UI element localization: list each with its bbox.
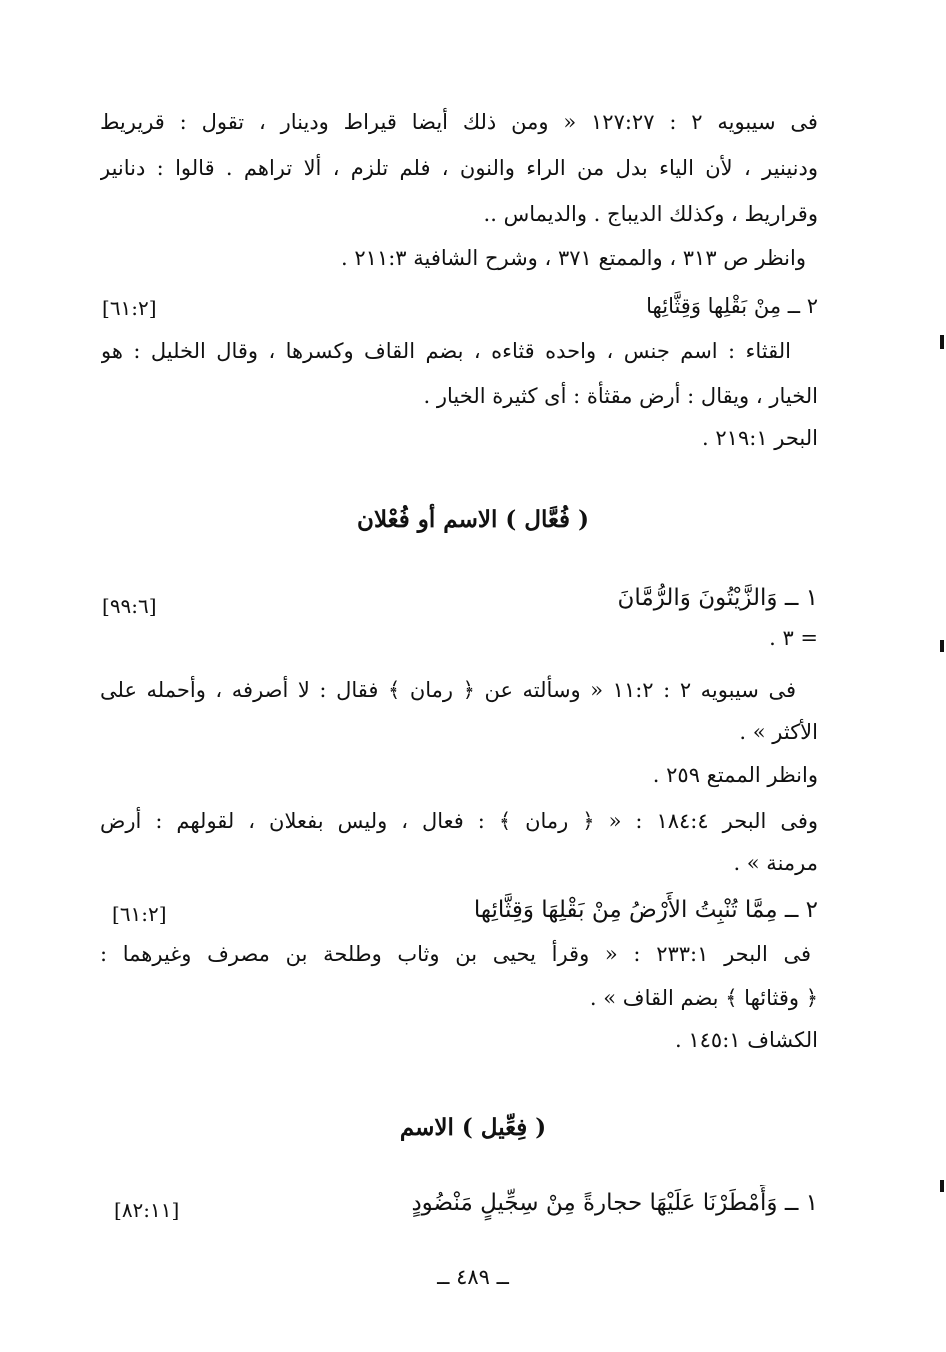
text-line: الأكثر » . xyxy=(739,720,818,744)
verse-reference: [٦١:٢] xyxy=(112,902,167,926)
scan-mark xyxy=(940,1180,944,1192)
verse-text: ١ ــ وَالزَّيْتُونَ وَالرُّمَّانَ xyxy=(617,585,818,611)
text-line: فى سيبويه ٢ : ١١:٢ « وسألته عن ﴿ رمان ﴾ فقال : لا أصرفه ، وأحمله على xyxy=(100,678,796,702)
text-line: فى البحر ٢٣٣:١ : « وقرأ يحيى بن وثاب وطلحة بن مصرف وغيرهما : xyxy=(100,942,811,966)
scan-mark xyxy=(940,335,944,349)
section-heading: ( فُعَّال ) الاسم أو فُعْلان xyxy=(357,506,589,533)
text-line: ﴿ وقثائها ﴾ بضم القاف » . xyxy=(589,986,818,1010)
text-line: وانظر الممتع ٢٥٩ . xyxy=(652,763,818,787)
text-line: = ٣ . xyxy=(769,626,818,650)
verse-text: ١ ــ وَأَمْطَرْنَا عَلَيْهَا حجارةً مِنْ سِجِّيلٍ مَنْضُودٍ xyxy=(411,1190,818,1216)
text-line: ودنينير ، لأن الياء بدل من الراء والنون ، فلم تلزم ، ألا تراهم . قالوا : دنانير xyxy=(100,156,818,180)
text-line: وفى البحر ١٨٤:٤ : « ﴿ رمان ﴾ : فعال ، وليس بفعلان ، لقولهم : أرض xyxy=(100,809,818,833)
scan-mark xyxy=(940,640,944,652)
verse-text: ٢ ــ مِمَّا تُنْبِتُ الأَرْضُ مِنْ بَقْلِهَا وَقِثَّائِها xyxy=(473,897,818,923)
text-line: الكشاف ١٤٥:١ . xyxy=(675,1028,818,1052)
text-line: وقراريط ، وكذلك الديباج . والديماس .. xyxy=(483,202,818,226)
text-line: البحر ٢١٩:١ . xyxy=(702,426,818,450)
verse-reference: [٦١:٢] xyxy=(102,296,157,320)
section-heading: ( فِعِّيل ) الاسم xyxy=(399,1114,547,1141)
text-line: فى سيبويه ٢ : ١٢٧:٢٧ « ومن ذلك أيضا قيراط ودينار ، تقول : قريريط xyxy=(100,110,818,134)
verse-reference: [٨٢:١١] xyxy=(114,1198,180,1222)
page-number: ــ ٤٨٩ ــ xyxy=(437,1265,509,1289)
verse-reference: [٩٩:٦] xyxy=(102,594,157,618)
text-line: القثاء : اسم جنس ، واحده قثاءه ، بضم القاف وكسرها ، وقال الخليل : هو xyxy=(101,339,791,363)
text-line: مرمنة » . xyxy=(733,851,818,875)
verse-text: ٢ ــ مِنْ بَقْلِها وَقِثَّائِها xyxy=(646,294,818,318)
text-line: وانظر ص ٣١٣ ، والممتع ٣٧١ ، وشرح الشافية ٢١١:٣ . xyxy=(341,246,806,270)
text-line: الخيار ، ويقال : أرض مقثأة : أى كثيرة الخيار . xyxy=(423,384,818,408)
